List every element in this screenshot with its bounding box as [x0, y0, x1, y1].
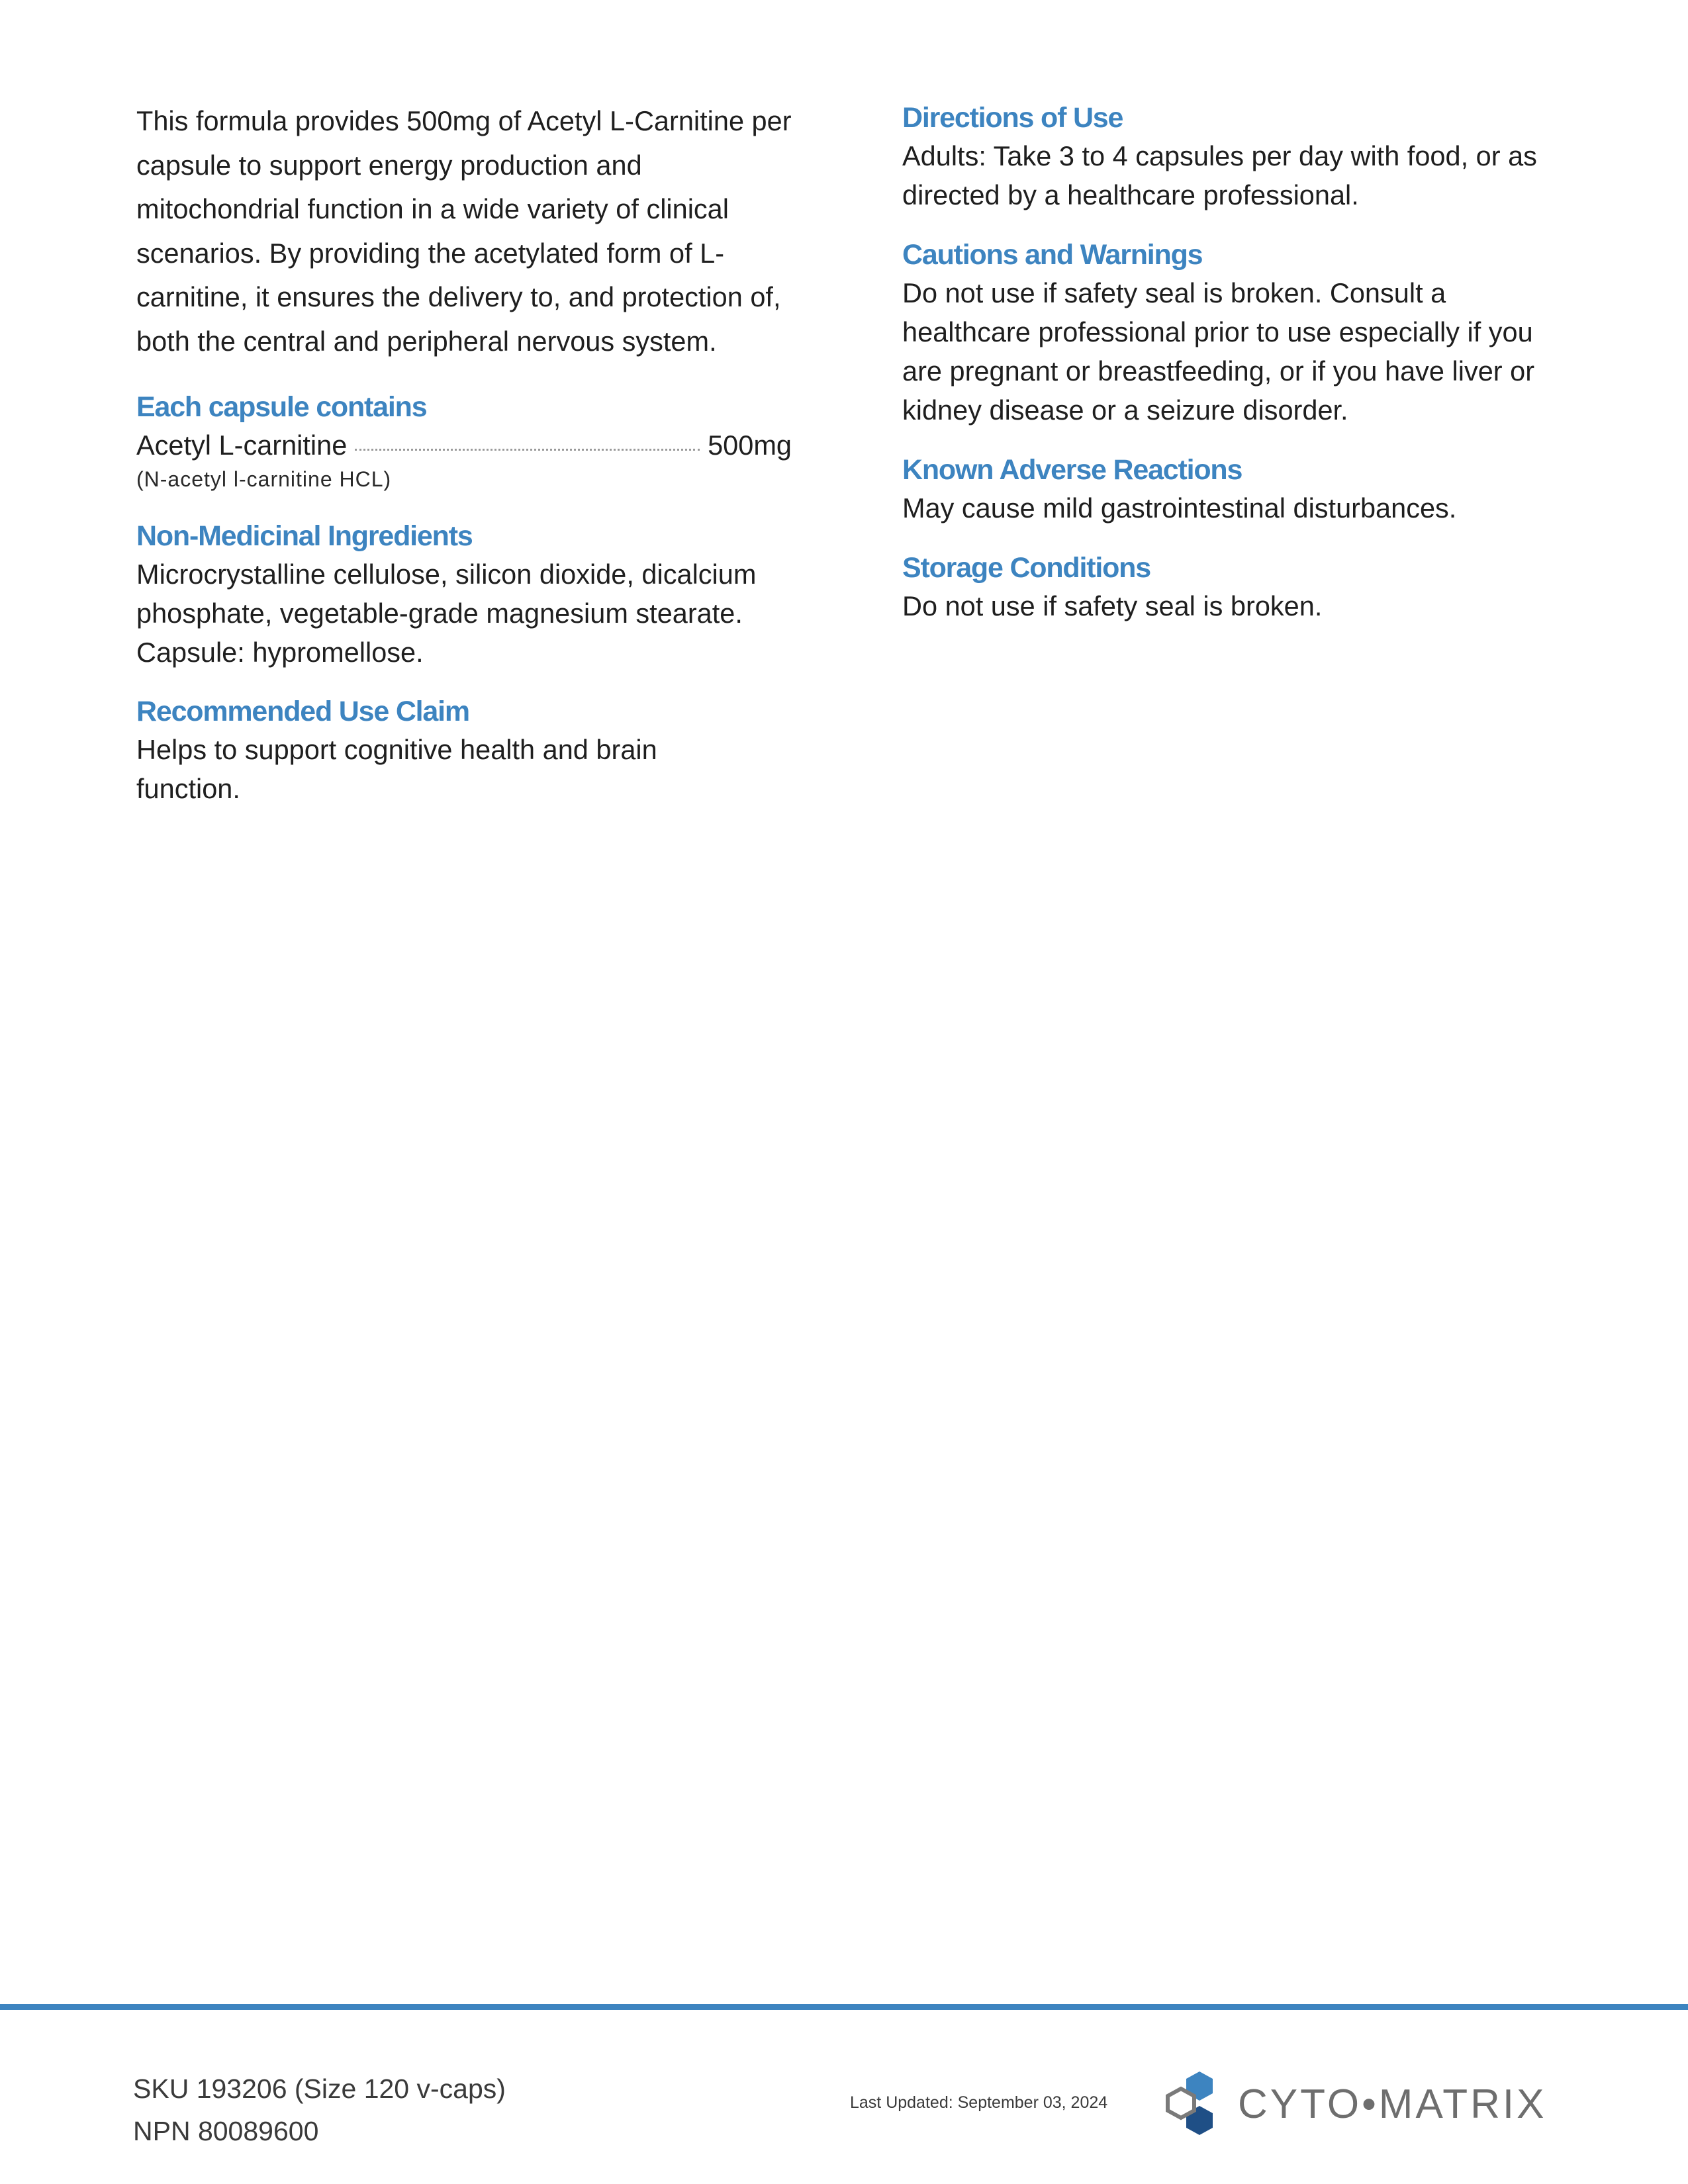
- cautions-heading: Cautions and Warnings: [902, 239, 1203, 271]
- each-capsule-heading: Each capsule contains: [136, 391, 427, 423]
- hexagon-icon: [1168, 2071, 1213, 2135]
- dotted-leader: [355, 449, 700, 451]
- sku-text: SKU 193206 (Size 120 v-caps): [133, 2073, 506, 2104]
- capsule-material: Capsule: hypromellose.: [136, 637, 424, 668]
- ingredient-subtext: (N-acetyl l-carnitine HCL): [136, 467, 392, 491]
- intro-paragraph: This formula provides 500mg of Acetyl L-Carnitine per capsule to support energy production and mitochondrial function in a wide variety of clinical scenarios. By providing the acetylated form of L-carnitine, it ensures the delivery to, and protection of, both the central and peripheral nervous system.: [136, 105, 792, 357]
- right-column: [902, 99, 1564, 625]
- left-column: [136, 99, 792, 808]
- ingredient-row: [136, 426, 792, 465]
- footer-product-info: [133, 2068, 506, 2152]
- npn-text: NPN 80089600: [133, 2116, 319, 2146]
- directions-text: Adults: Take 3 to 4 capsules per day with food, or as directed by a healthcare professional.: [902, 140, 1537, 210]
- storage-text: Do not use if safety seal is broken.: [902, 590, 1323, 621]
- ingredient-name: Acetyl L-carnitine: [136, 430, 348, 461]
- adverse-heading: Known Adverse Reactions: [902, 454, 1243, 486]
- cautions-text: Do not use if safety seal is broken. Consult a healthcare professional prior to use especially if you are pregnant or breastfeeding, or if you have liver or kidney disease or a seizure disorder.: [902, 277, 1535, 426]
- non-medicinal-heading: Non-Medicinal Ingredients: [136, 520, 473, 552]
- recommended-use-text: Helps to support cognitive health and brain function.: [136, 734, 657, 804]
- non-medicinal-text: Microcrystalline cellulose, silicon dioxide, dicalcium phosphate, vegetable-grade magnesium stearate.: [136, 559, 757, 629]
- storage-heading: Storage Conditions: [902, 552, 1150, 584]
- ingredient-amount: 500mg: [708, 430, 792, 461]
- last-updated: Last Updated: September 03, 2024: [850, 2093, 1108, 2112]
- cytomatrix-logo: [1160, 2068, 1550, 2142]
- adverse-text: May cause mild gastrointestinal disturbances.: [902, 492, 1457, 523]
- directions-heading: Directions of Use: [902, 102, 1123, 134]
- recommended-use-heading: Recommended Use Claim: [136, 696, 469, 727]
- logo-text: CYTO•MATRIX: [1238, 2081, 1547, 2127]
- footer-divider: [0, 2004, 1688, 2010]
